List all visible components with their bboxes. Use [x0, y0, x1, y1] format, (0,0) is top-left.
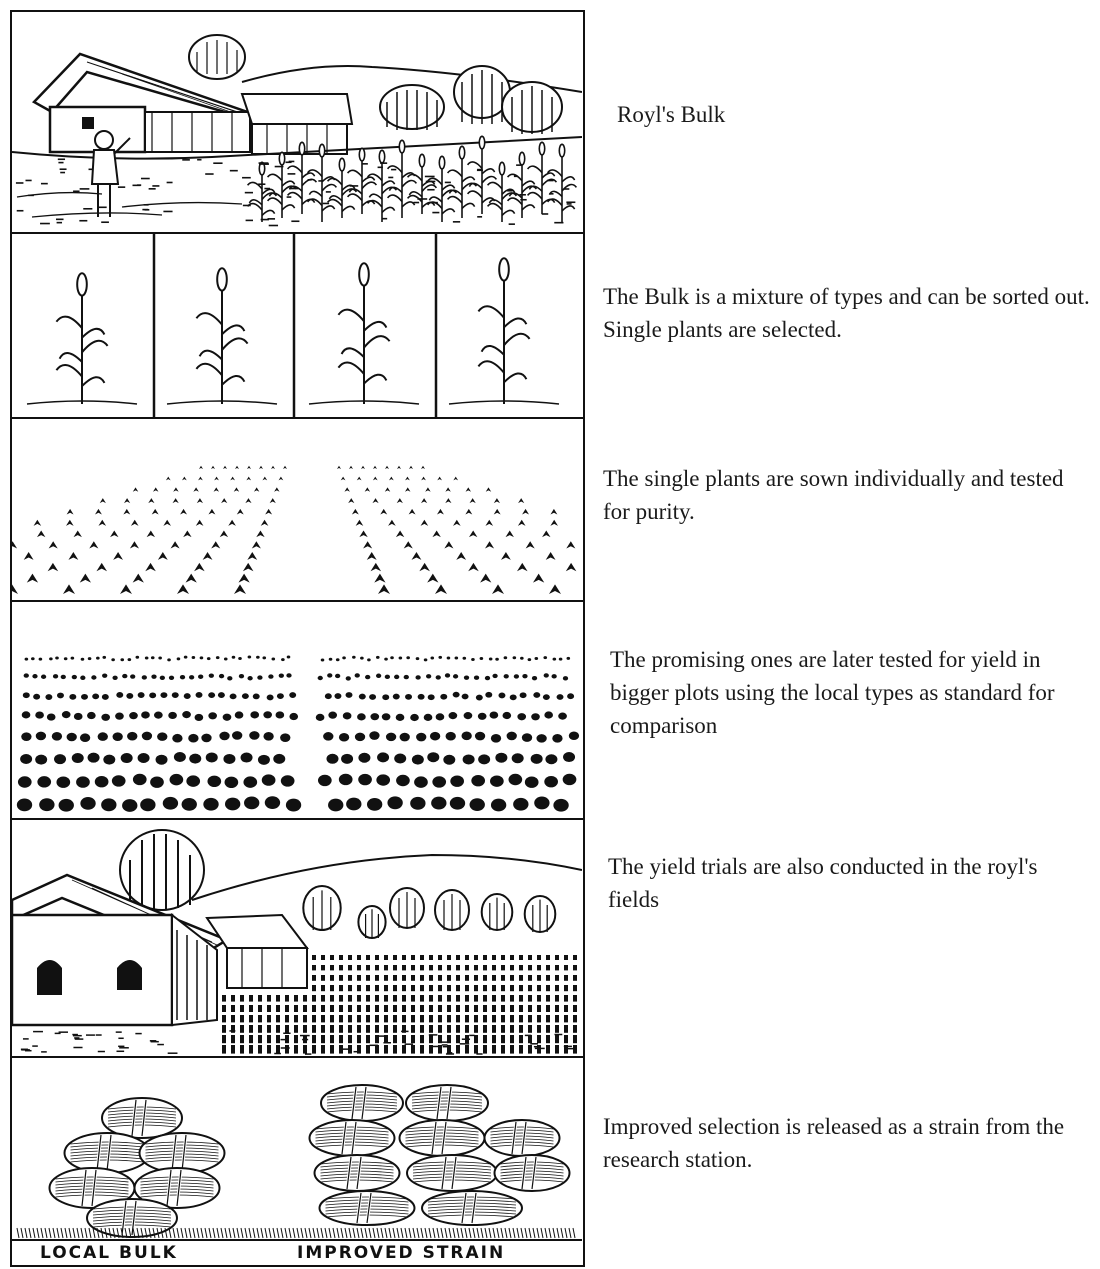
illustration-frame — [10, 10, 585, 1267]
caption-step-5: The yield trials are also conducted in the royl's fields — [608, 854, 1038, 912]
local-bulk-label: LOCAL BULK — [40, 1243, 178, 1263]
trial-fields-scene — [12, 820, 582, 1058]
tree-icon — [189, 35, 245, 79]
caption-step-2: The Bulk is a mixture of types and can be sorted out. Single plants are selected. — [603, 284, 1090, 342]
panel-trial-fields — [12, 820, 583, 1058]
panel-royls-bulk — [12, 12, 583, 234]
panel-seed-bags — [12, 1058, 583, 1268]
tree-icon — [120, 830, 204, 910]
panel-yield-plots — [12, 602, 583, 820]
caption-step-4: The promising ones are later tested for yield in bigger plots using the local types as standard for comparison — [610, 647, 1055, 738]
farmhouse-scene — [12, 12, 582, 234]
plant-rows-scene — [12, 419, 582, 602]
caption-step-1: Royl's Bulk — [617, 102, 726, 127]
caption-step-3: The single plants are sown individually and tested for purity. — [603, 466, 1064, 524]
single-plants-scene — [12, 234, 582, 419]
panel-plant-rows — [12, 419, 583, 602]
yield-plots-scene — [12, 602, 582, 820]
seed-bags-scene — [12, 1058, 582, 1268]
improved-strain-label: IMPROVED STRAIN — [297, 1243, 506, 1263]
caption-step-6: Improved selection is released as a strain from the research station. — [603, 1114, 1065, 1172]
farmer-icon — [92, 131, 130, 217]
panel-single-plants — [12, 234, 583, 419]
